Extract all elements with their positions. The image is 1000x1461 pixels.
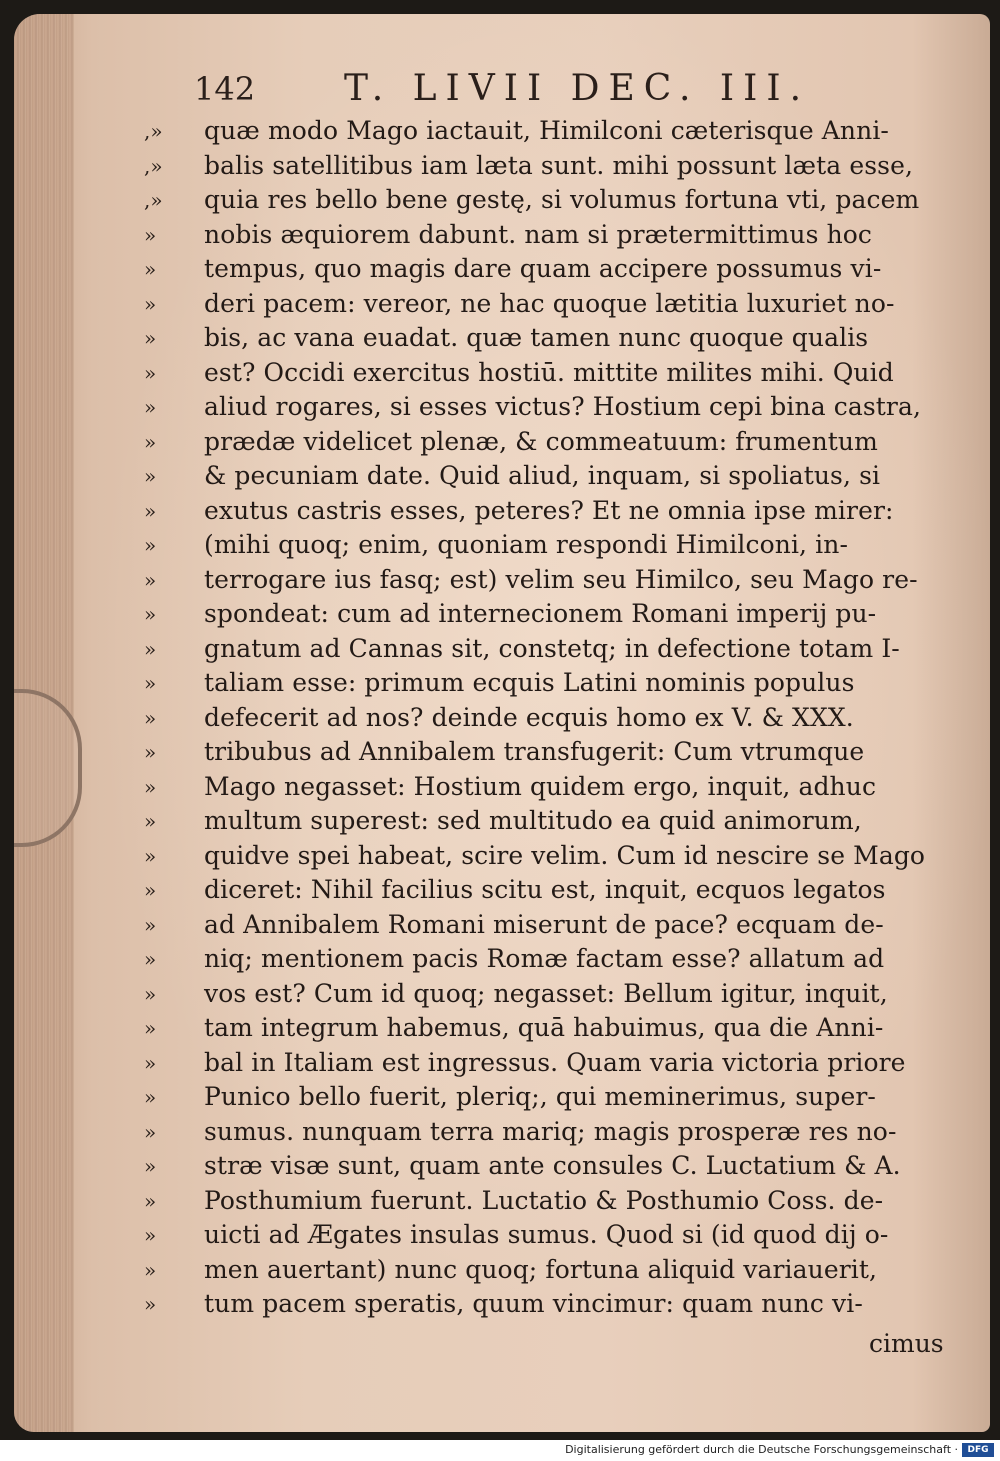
line-text: stræ visæ sunt, quam ante consules C. Luctatium & A. xyxy=(204,1151,901,1180)
text-line xyxy=(144,1218,964,1253)
book-page xyxy=(14,14,990,1432)
line-text: bis, ac vana euadat. quæ tamen nunc quoque qualis xyxy=(204,323,869,352)
quotation-mark: » xyxy=(144,602,157,626)
quotation-mark: » xyxy=(144,843,157,868)
text-line xyxy=(144,1115,964,1150)
line-text: sumus. nunquam terra mariq; magis prosperæ res no- xyxy=(204,1116,897,1146)
line-text: prædæ videlicet plenæ, & commeatuum: frumentum xyxy=(204,426,878,456)
funding-credit: Digitalisierung gefördert durch die Deutsche Forschungsgemeinschaft · xyxy=(565,1443,958,1456)
running-title: T. LIVII DEC. III. xyxy=(344,68,811,109)
quotation-mark: » xyxy=(144,1257,157,1282)
quotation-mark: » xyxy=(144,809,157,833)
text-line xyxy=(144,356,964,391)
line-text: quia res bello bene gestę, si volumus fortuna vti, pacem xyxy=(204,185,920,214)
quotation-mark: » xyxy=(144,567,157,592)
text-line xyxy=(144,1011,964,1046)
quotation-mark: » xyxy=(144,257,157,281)
quotation-mark: » xyxy=(144,222,157,247)
quotation-mark: » xyxy=(144,498,157,523)
quotation-mark: » xyxy=(144,360,157,385)
line-text: niq; mentionem pacis Romæ factam esse? allatum ad xyxy=(204,944,885,973)
text-line xyxy=(144,1253,964,1288)
line-text: quidve spei habeat, scire velim. Cum id nescire se Mago xyxy=(204,840,926,870)
text-line xyxy=(144,873,964,908)
line-text: spondeat: cum ad internecionem Romani imperij pu- xyxy=(204,599,877,628)
text-line xyxy=(144,942,964,977)
line-text: exutus castris esses, peteres? Et ne omnia ipse mirer: xyxy=(204,495,894,525)
quotation-mark: » xyxy=(144,1050,157,1075)
line-text: men auertant) nunc quoq; fortuna aliquid variauerit, xyxy=(204,1254,878,1284)
text-line xyxy=(144,735,964,770)
text-line xyxy=(144,597,964,632)
text-line xyxy=(144,425,964,460)
line-text: aliud rogares, si esses victus? Hostium cepi bina castra, xyxy=(204,392,922,421)
line-text: diceret: Nihil facilius scitu est, inquit, ecquos legatos xyxy=(204,875,886,904)
quotation-mark: ,» xyxy=(144,153,163,178)
text-line xyxy=(144,632,964,667)
quotation-mark: » xyxy=(144,705,157,730)
quotation-mark: » xyxy=(144,395,157,419)
text-line xyxy=(144,114,964,149)
line-text: multum superest: sed multitudo ea quid animorum, xyxy=(204,806,862,835)
text-line xyxy=(144,321,964,356)
text-line xyxy=(144,1080,964,1115)
text-line xyxy=(144,218,964,253)
catchword: cimus xyxy=(869,1329,944,1358)
quotation-mark: » xyxy=(144,740,157,764)
text-line xyxy=(144,1149,964,1184)
text-line xyxy=(144,149,964,184)
quotation-mark: » xyxy=(144,947,157,971)
running-head xyxy=(194,64,814,114)
text-line xyxy=(144,287,964,322)
text-line xyxy=(144,1184,964,1219)
text-line xyxy=(144,977,964,1012)
line-text: gnatum ad Cannas sit, constetq; in defectione totam I- xyxy=(204,633,900,663)
text-line xyxy=(144,563,964,598)
line-text: tam integrum habemus, quā habuimus, qua die Anni- xyxy=(204,1013,884,1042)
text-line xyxy=(144,908,964,943)
text-line xyxy=(144,252,964,287)
text-line xyxy=(144,183,964,218)
text-line xyxy=(144,494,964,529)
line-text: quæ modo Mago iactauit, Himilconi cæterisque Anni- xyxy=(204,116,889,145)
text-line xyxy=(144,666,964,701)
quotation-mark: » xyxy=(144,636,157,661)
line-text: balis satellitibus iam læta sunt. mihi possunt læta esse, xyxy=(204,150,914,180)
line-text: defecerit ad nos? deinde ecquis homo ex V. & XXX. xyxy=(204,702,854,732)
text-line xyxy=(144,804,964,839)
quotation-mark: » xyxy=(144,464,157,488)
line-text: Mago negasset: Hostium quidem ergo, inquit, adhuc xyxy=(204,771,877,801)
text-line xyxy=(144,770,964,805)
quotation-mark: » xyxy=(144,533,157,557)
quotation-mark: ,» xyxy=(144,188,163,212)
quotation-mark: » xyxy=(144,1016,157,1040)
quotation-mark: » xyxy=(144,1223,157,1247)
text-line xyxy=(144,839,964,874)
line-text: Punico bello fuerit, pleriq;, qui meminerimus, super- xyxy=(204,1082,876,1111)
line-text: tribubus ad Annibalem transfugerit: Cum vtrumque xyxy=(204,737,865,766)
text-line xyxy=(144,1046,964,1081)
line-text: uicti ad Ægates insulas sumus. Quod si (id quod dij o- xyxy=(204,1220,889,1249)
quotation-mark: » xyxy=(144,912,157,937)
line-text: Posthumium fuerunt. Luctatio & Posthumio Coss. de- xyxy=(204,1185,884,1215)
quotation-mark: » xyxy=(144,1119,157,1144)
quotation-mark: » xyxy=(144,1085,157,1109)
text-line xyxy=(144,459,964,494)
line-text: tempus, quo magis dare quam accipere possumus vi- xyxy=(204,254,882,283)
quotation-mark: » xyxy=(144,878,157,902)
text-line xyxy=(144,390,964,425)
line-text: ad Annibalem Romani miserunt de pace? ecquam de- xyxy=(204,909,884,939)
page-number: 142 xyxy=(194,70,256,108)
line-text: est? Occidi exercitus hostiū. mittite milites mihi. Quid xyxy=(204,357,894,387)
text-line xyxy=(144,701,964,736)
line-text: & pecuniam date. Quid aliud, inquam, si spoliatus, si xyxy=(204,461,881,490)
line-text: vos est? Cum id quoq; negasset: Bellum igitur, inquit, xyxy=(204,978,888,1008)
line-text: tum pacem speratis, quum vincimur: quam nunc vi- xyxy=(204,1289,863,1318)
line-text: bal in Italiam est ingressus. Quam varia victoria priore xyxy=(204,1047,906,1077)
line-text: terrogare ius fasq; est) velim seu Himilco, seu Mago re- xyxy=(204,564,918,594)
quotation-mark: » xyxy=(144,1188,157,1213)
footer-bar xyxy=(0,1440,1000,1461)
line-text: deri pacem: vereor, ne hac quoque lætitia luxuriet no- xyxy=(204,288,895,318)
text-line xyxy=(144,528,964,563)
line-text: (mihi quoq; enim, quoniam respondi Himilconi, in- xyxy=(204,530,848,559)
quotation-mark: ,» xyxy=(144,119,163,143)
text-line xyxy=(144,1287,964,1322)
body-text xyxy=(144,114,964,1322)
quotation-mark: » xyxy=(144,1154,157,1178)
dfg-logo: DFG xyxy=(962,1443,994,1457)
line-text: nobis æquiorem dabunt. nam si prætermittimus hoc xyxy=(204,219,873,249)
line-text: taliam esse: primum ecquis Latini nominis populus xyxy=(204,668,855,697)
quotation-mark: » xyxy=(144,429,157,454)
quotation-mark: » xyxy=(144,326,157,350)
quotation-mark: » xyxy=(144,291,157,316)
quotation-mark: » xyxy=(144,981,157,1006)
quotation-mark: » xyxy=(144,671,157,695)
quotation-mark: » xyxy=(144,774,157,799)
quotation-mark: » xyxy=(144,1292,157,1316)
